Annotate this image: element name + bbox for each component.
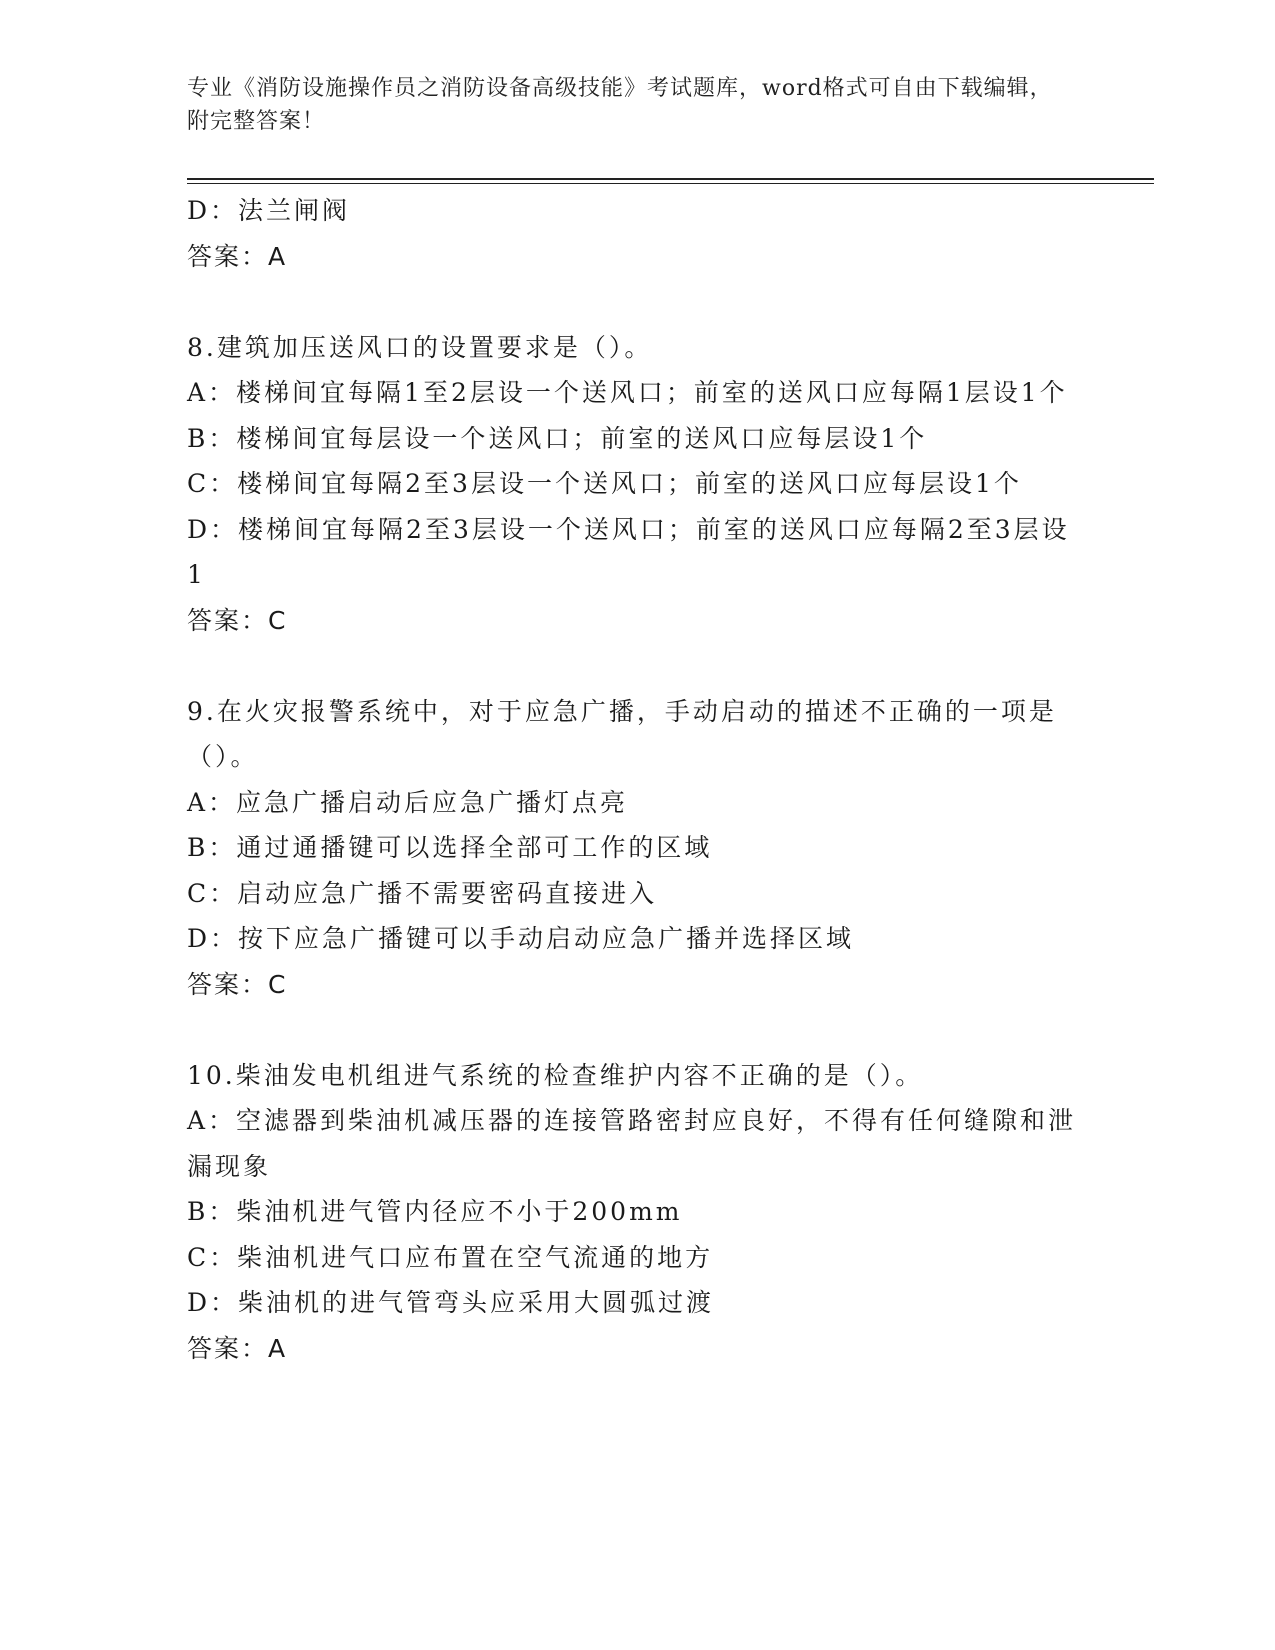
- option-text: C：启动应急广播不需要密码直接进入: [187, 878, 658, 908]
- option-text: D：楼梯间宜每隔2至3层设一个送风口；前室的送风口应每隔2至3层设1: [187, 514, 1070, 589]
- answer-line: 答案：C: [187, 605, 288, 635]
- header-divider: [187, 178, 1154, 184]
- question-content: [187, 188, 1077, 1371]
- option-text: C：楼梯间宜每隔2至3层设一个送风口；前室的送风口应每层设1个: [187, 469, 1022, 498]
- answer-line: 答案：A: [187, 241, 288, 271]
- question-stem: 10.柴油发电机组进气系统的检查维护内容不正确的是（）。: [187, 1060, 924, 1090]
- option-text: B：楼梯间宜每层设一个送风口；前室的送风口应每层设1个: [187, 423, 928, 453]
- page-header: 专业《消防设施操作员之消防设备高级技能》考试题库，word格式可自由下载编辑，附完整答案！: [187, 76, 1053, 134]
- question-stem: 8.建筑加压送风口的设置要求是（）。: [187, 332, 653, 362]
- option-text: B：柴油机进气管内径应不小于200mm: [187, 1197, 683, 1226]
- option-text: D：按下应急广播键可以手动启动应急广播并选择区域: [187, 924, 855, 953]
- option-text: C：柴油机进气口应布置在空气流通的地方: [187, 1242, 714, 1272]
- option-text: A：空滤器到柴油机减压器的连接管路密封应良好，不得有任何缝隙和泄漏现象: [187, 1106, 1077, 1181]
- option-text: D：柴油机的进气管弯头应采用大圆弧过渡: [187, 1288, 715, 1317]
- option-text: A：楼梯间宜每隔1至2层设一个送风口；前室的送风口应每隔1层设1个: [187, 378, 1068, 407]
- answer-line: 答案：A: [187, 1333, 288, 1363]
- option-text: B：通过通播键可以选择全部可工作的区域: [187, 833, 713, 862]
- option-text: D：法兰闸阀: [187, 196, 351, 225]
- question-stem: 9.在火灾报警系统中，对于应急广播，手动启动的描述不正确的一项是（）。: [187, 696, 1057, 771]
- spacer: [187, 1007, 1077, 1053]
- spacer: [187, 643, 1077, 689]
- option-text: A：应急广播启动后应急广播灯点亮: [187, 787, 629, 817]
- spacer: [187, 279, 1077, 325]
- answer-line: 答案：C: [187, 969, 288, 999]
